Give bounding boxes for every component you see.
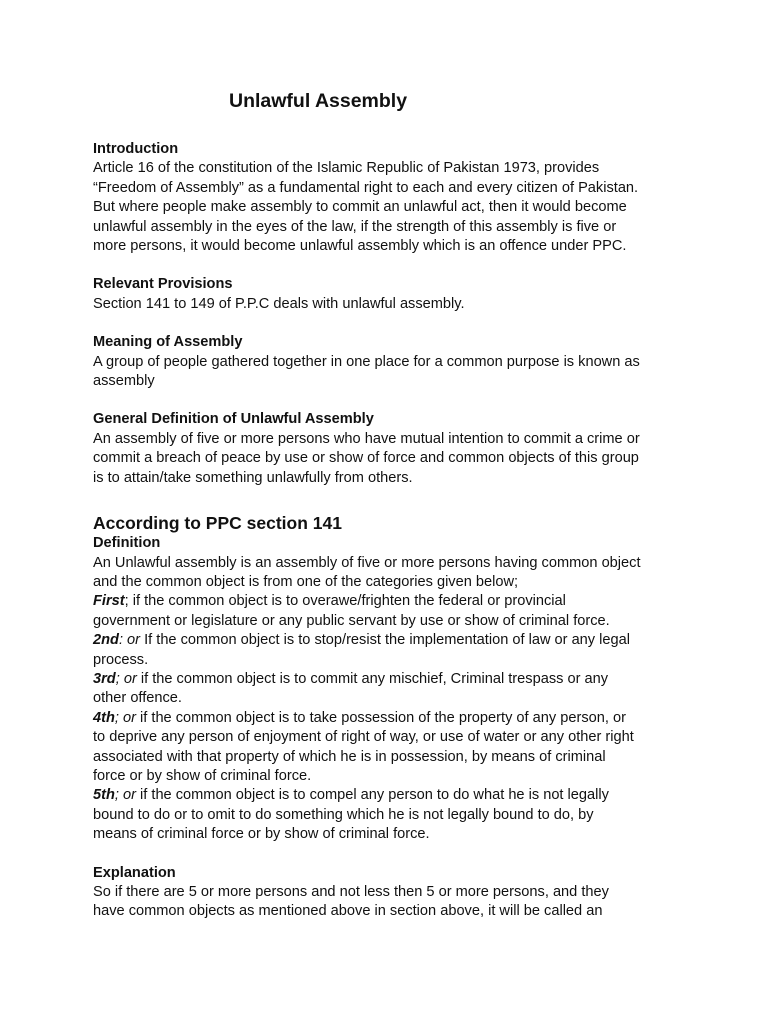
text-line: unlawful assembly in the eyes of the law, if the strength of this assembly is five or	[93, 218, 617, 235]
introduction-paragraph	[93, 159, 693, 256]
definition-paragraph	[93, 554, 693, 845]
category-connector: ; or	[114, 709, 136, 726]
relevant-provisions-section	[93, 275, 693, 314]
text-line: assembly	[93, 373, 155, 390]
explanation-section	[93, 864, 693, 922]
meaning-heading: Meaning of Assembly	[93, 334, 243, 351]
category-connector: ; or	[114, 787, 136, 804]
category-label: 2nd	[93, 632, 119, 649]
text-line: is to attain/take something unlawfully from others.	[93, 469, 413, 486]
text-line: to deprive any person of enjoyment of right of way, or use of water or any other right	[93, 729, 634, 746]
meaning-paragraph	[93, 353, 693, 392]
category-text: if the common object is to commit any mischief, Criminal trespass or any	[136, 670, 609, 687]
category-text: If the common object is to stop/resist the implementation of law or any legal	[140, 632, 630, 649]
document-title: Unlawful Assembly	[229, 90, 408, 112]
ppc-section	[93, 512, 693, 845]
text-line: and the common object is from one of the categories given below;	[93, 573, 519, 590]
document-page	[93, 88, 693, 941]
text-line: Section 141 to 149 of P.P.C deals with unlawful assembly.	[93, 295, 465, 312]
text-line: An assembly of five or more persons who have mutual intention to commit a crime or	[93, 430, 640, 447]
category-label: 3rd	[93, 670, 116, 687]
text-line: force or by show of criminal force.	[93, 767, 312, 784]
text-line: So if there are 5 or more persons and not less then 5 or more persons, and they	[93, 884, 609, 900]
text-line: Article 16 of the constitution of the Islamic Republic of Pakistan 1973, provides	[93, 160, 600, 177]
category-text: if the common object is to take possession of the property of any person, or	[135, 709, 626, 726]
text-line: associated with that property of which he is in possession, by means of criminal	[93, 748, 606, 765]
relevant-provisions-heading: Relevant Provisions	[93, 276, 233, 293]
text-line: An Unlawful assembly is an assembly of five or more persons having common object	[93, 554, 641, 571]
category-label: First	[93, 593, 125, 610]
definition-heading: Definition	[93, 535, 161, 552]
category-item-second	[93, 631, 693, 650]
text-line: commit a breach of peace by use or show of force and common objects of this group	[93, 450, 639, 467]
category-item-fifth	[93, 786, 693, 805]
relevant-provisions-paragraph	[93, 295, 693, 314]
explanation-paragraph	[93, 883, 693, 922]
general-definition-heading: General Definition of Unlawful Assembly	[93, 411, 374, 428]
text-line: government or legislature or any public servant by use or show of criminal force.	[93, 612, 610, 629]
text-line: process.	[93, 651, 149, 668]
text-line: more persons, it would become unlawful assembly which is an offence under PPC.	[93, 238, 627, 255]
meaning-section	[93, 333, 693, 391]
text-line: “Freedom of Assembly” as a fundamental right to each and every citizen of Pakistan.	[93, 179, 639, 196]
general-definition-section	[93, 410, 693, 488]
introduction-section	[93, 140, 693, 256]
text-line: have common objects as mentioned above in section above, it will be called an	[93, 903, 603, 920]
text-line: But where people make assembly to commit an unlawful act, then it would become	[93, 199, 627, 216]
text-line: bound to do or to omit to do something which he is not legally bound to do, by	[93, 806, 594, 823]
text-line: A group of people gathered together in one place for a common purpose is known as	[93, 353, 640, 370]
category-text: if the common object is to compel any person to do what he is not legally	[135, 787, 609, 804]
category-label: 5th	[93, 787, 115, 804]
category-item-first	[93, 592, 693, 611]
explanation-heading: Explanation	[93, 864, 176, 881]
introduction-heading: Introduction	[93, 141, 179, 157]
category-connector: : or	[118, 632, 141, 649]
category-text: ; if the common object is to overawe/frighten the federal or provincial	[124, 593, 566, 610]
category-item-fourth	[93, 709, 693, 728]
ppc-heading: According to PPC section 141	[93, 513, 342, 534]
text-line: means of criminal force or by show of criminal force.	[93, 826, 430, 843]
category-item-third	[93, 670, 693, 689]
category-connector: ; or	[115, 670, 137, 687]
general-definition-paragraph	[93, 430, 693, 488]
text-line: other offence.	[93, 690, 182, 707]
category-label: 4th	[93, 709, 115, 726]
